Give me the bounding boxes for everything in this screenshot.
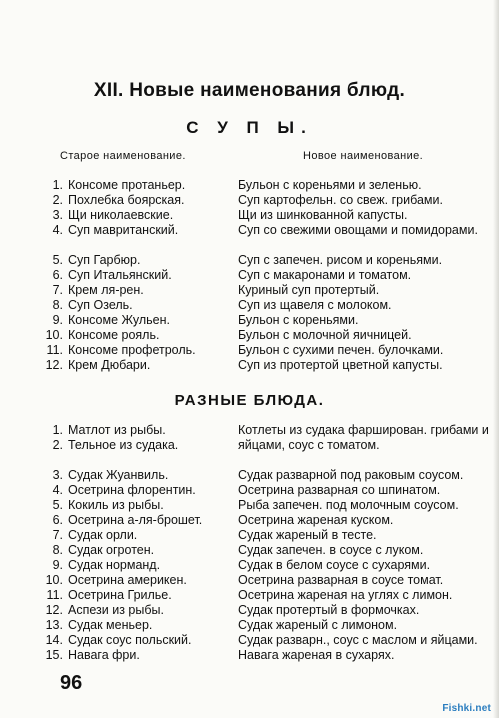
old-dish-name: Судак огротен. [68, 543, 155, 557]
new-dish-name: Бульон с кореньями. [238, 313, 359, 327]
new-dish-name: Навага жареная в сухарях. [238, 648, 395, 662]
new-dish-name: Суп из протертой цветной капусты. [238, 358, 443, 372]
new-dish-name: Суп с макаронами и томатом. [238, 268, 412, 282]
row-number: 5. [52, 253, 63, 267]
row-number: 8. [52, 543, 63, 557]
old-dish-name: Суп мавританский. [68, 223, 179, 237]
old-dish-name: Тельное из судака. [68, 438, 179, 452]
old-dish-name: Консоме протаньер. [68, 178, 186, 192]
old-dish-name: Судак меньер. [68, 618, 153, 632]
row-number: 7. [52, 528, 63, 542]
watermark: Fishki.net [442, 703, 491, 714]
row-number: 3. [52, 208, 63, 222]
row-number: 12. [45, 358, 63, 372]
new-dish-name: Куриный суп протертый. [238, 283, 380, 297]
row-number: 14. [45, 633, 63, 647]
old-dish-name: Щи николаевские. [68, 208, 174, 222]
old-dish-name: Похлебка боярская. [68, 193, 185, 207]
row-number: 2. [52, 193, 63, 207]
row-number: 1. [52, 423, 63, 437]
old-dish-name: Аспези из рыбы. [68, 603, 164, 617]
row-number: 10. [45, 573, 63, 587]
row-number: 4. [52, 483, 63, 497]
misc-dishes-section-title: РАЗНЫЕ БЛЮДА. [174, 392, 325, 409]
old-dish-name: Матлот из рыбы. [68, 423, 166, 437]
new-dish-name: Рыба запечен. под молочным соусом. [238, 498, 459, 512]
new-dish-name: Суп со свежими овощами и помидорами. [238, 223, 478, 237]
new-dish-name: Осетрина разварная со шпинатом. [238, 483, 441, 497]
new-dish-name: Суп картофельн. со свеж. грибами. [238, 193, 443, 207]
row-number: 11. [46, 343, 63, 357]
new-dish-name: Осетрина жареная куском. [238, 513, 394, 527]
row-number: 5. [52, 498, 63, 512]
old-dish-name: Осетрина флорентин. [68, 483, 196, 497]
row-number: 1. [52, 178, 63, 192]
old-dish-name: Осетрина а-ля-брошет. [68, 513, 203, 527]
row-number: 15. [45, 648, 63, 662]
old-dish-name: Суп Гарбюр. [68, 253, 141, 267]
new-dish-name: Суп из щавеля с молоком. [238, 298, 392, 312]
row-number: 4. [52, 223, 63, 237]
row-number: 9. [52, 558, 63, 572]
row-number: 7. [52, 283, 63, 297]
new-dish-name: Судак в белом соусе с сухарями. [238, 558, 431, 572]
page-number: 96 [60, 672, 83, 694]
new-dish-name: Осетрина жареная на углях с лимон. [238, 588, 453, 602]
old-dish-name: Кокиль из рыбы. [68, 498, 164, 512]
new-name-column-header: Новое наименование. [303, 150, 424, 162]
new-dish-name: Суп с запечен. рисом и кореньями. [238, 253, 443, 267]
new-dish-name: Бульон с кореньями и зеленью. [238, 178, 422, 192]
row-number: 10. [45, 328, 63, 342]
old-dish-name: Консоме рояль. [68, 328, 160, 342]
row-number: 12. [45, 603, 63, 617]
new-dish-name: Судак жареный в тесте. [238, 528, 377, 542]
old-dish-name: Осетрина америкен. [68, 573, 187, 587]
new-dish-name: Судак разварн., соус с маслом и яйцами. [238, 633, 478, 647]
row-number: 3. [52, 468, 63, 482]
new-dish-name: Бульон с молочной яичницей. [238, 328, 412, 342]
row-number: 6. [52, 268, 63, 282]
soups-section-title: С У П Ы. [186, 118, 313, 137]
old-name-column-header: Старое наименование. [60, 150, 186, 162]
old-dish-name: Консоме Жульен. [68, 313, 171, 327]
new-dish-name: Осетрина разварная в соусе томат. [238, 573, 444, 587]
old-dish-name: Консоме профетроль. [68, 343, 196, 357]
new-dish-name: Судак протертый в формочках. [238, 603, 420, 617]
old-dish-name: Судак Жуанвиль. [68, 468, 169, 482]
old-dish-name: Судак соус польский. [68, 633, 192, 647]
old-dish-name: Навага фри. [68, 648, 140, 662]
new-dish-name: Судак жареный с лимоном. [238, 618, 398, 632]
chapter-title: XII. Новые наименования блюд. [93, 80, 406, 101]
row-number: 13. [45, 618, 63, 632]
old-dish-name: Суп Итальянский. [68, 268, 172, 282]
row-number: 2. [52, 438, 63, 452]
row-number: 11. [46, 588, 63, 602]
old-dish-name: Осетрина Грилье. [68, 588, 172, 602]
old-dish-name: Суп Озель. [68, 298, 133, 312]
row-number: 9. [52, 313, 63, 327]
new-dish-name: Судак запечен. в соусе с луком. [238, 543, 424, 557]
old-dish-name: Судак орли. [68, 528, 138, 542]
new-dish-name: Бульон с сухими печен. булочками. [238, 343, 444, 357]
old-dish-name: Судак норманд. [68, 558, 161, 572]
new-dish-name: Судак разварной под раковым соусом. [238, 468, 464, 482]
new-dish-name: Котлеты из судака фарширован. грибами и яйцами, соус с томатом. [238, 423, 489, 452]
new-dish-name: Щи из шинкованной капусты. [238, 208, 408, 222]
old-dish-name: Крем Дюбари. [68, 358, 151, 372]
row-number: 6. [52, 513, 63, 527]
row-number: 8. [52, 298, 63, 312]
old-dish-name: Крем ля-рен. [68, 283, 144, 297]
